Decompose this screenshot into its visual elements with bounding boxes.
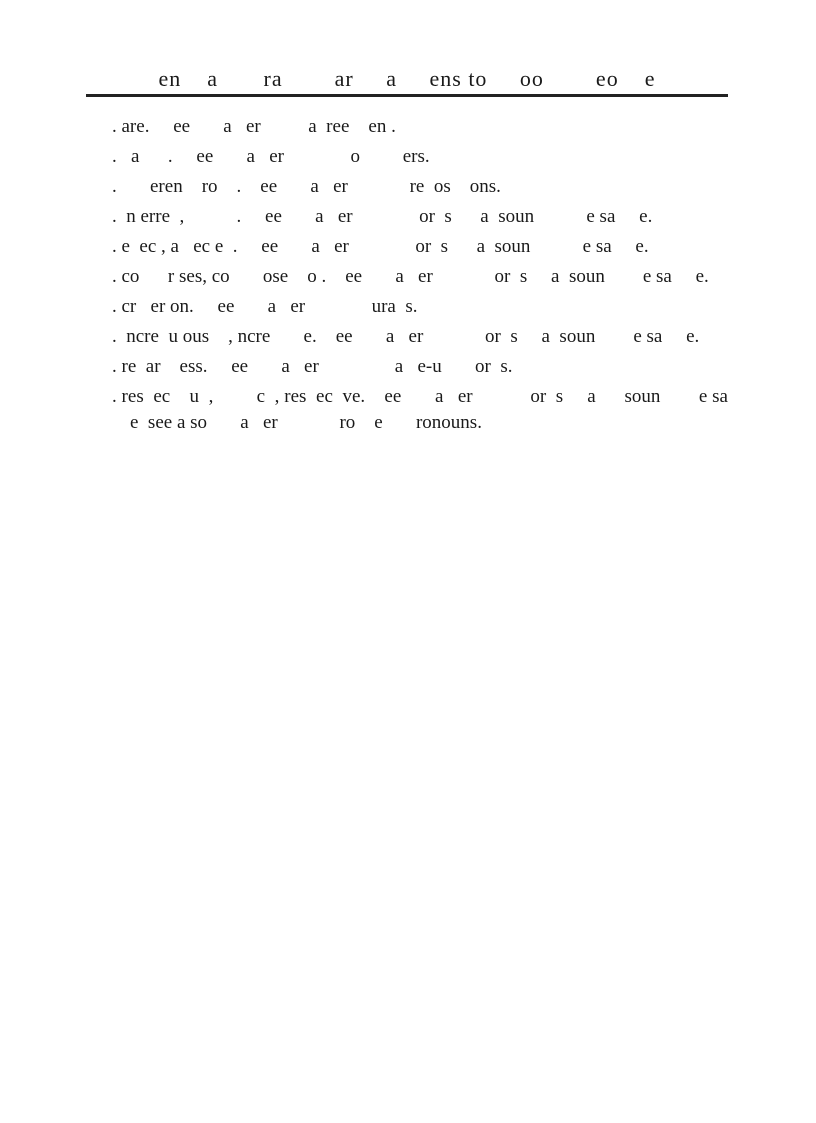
list-item: . are. ee a er a ree en . <box>112 116 396 137</box>
list-item: . e ec , a ec e . ee a er or s a soun e sa e. <box>112 236 649 257</box>
list-item: . res ec u , c , res ec ve. ee a er or s a soun e sa e see a so a er ro e ronouns. <box>112 386 747 433</box>
list-item: . re ar ess. ee a er a e-u or s. <box>112 356 513 377</box>
list-item: . ncre u ous , ncre e. ee a er or s a soun e sa e. <box>112 326 700 347</box>
list-item: . co r ses, co ose o . ee a er or s a soun e sa e. <box>112 266 709 287</box>
list-item: . eren ro . ee a er re os ons. <box>112 176 501 197</box>
list-item: . a . ee a er o ers. <box>112 146 430 167</box>
list-item: . cr er on. ee a er ura s. <box>112 296 418 317</box>
title-divider <box>86 94 728 97</box>
page-title: en a ra ar a ens to oo eo e <box>158 66 656 91</box>
list-item: . n erre , . ee a er or s a soun e sa e. <box>112 206 653 227</box>
entry-list <box>112 114 747 440</box>
